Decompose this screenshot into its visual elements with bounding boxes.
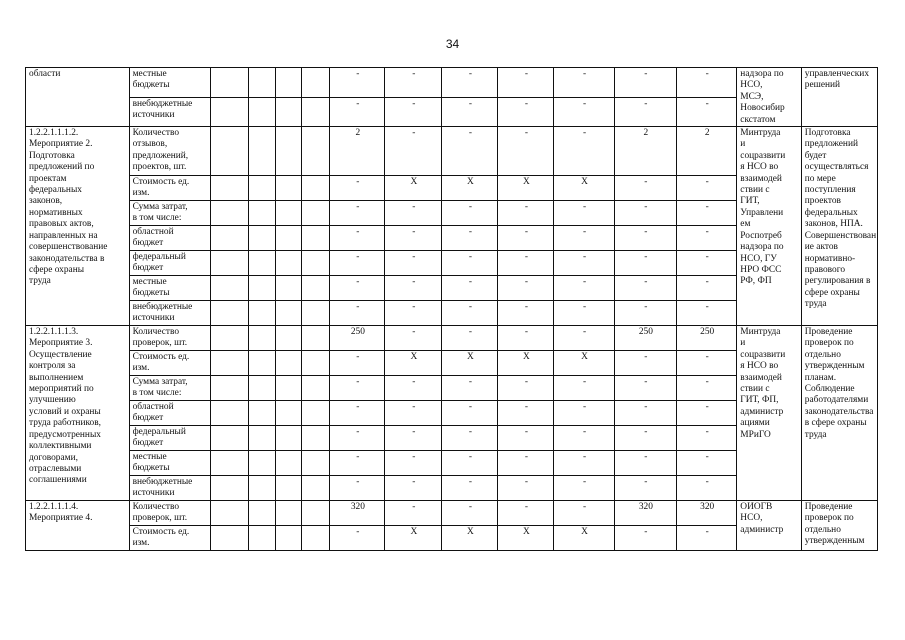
value-cell: - <box>677 426 737 451</box>
value-cell: - <box>677 176 737 201</box>
empty-cell <box>210 301 248 326</box>
indicator-cell: внебюджетные источники <box>129 301 210 326</box>
result-cell: Подготовка предложений будет осуществляться по мере поступления проектов федеральных законов, НПА. Совершенствован ие актов нормативно- правового регулирования в сфере охраны труда <box>801 127 877 326</box>
event-cell: 1.2.2.1.1.1.2. Мероприятие 2. Подготовка предложений по проектам федеральных законов, нормативных правовых актов, направленных на совершенствование законодательства в сфере охраны труда <box>26 127 130 326</box>
value-cell: - <box>554 251 614 276</box>
value-cell: - <box>554 226 614 251</box>
empty-cell <box>249 276 276 301</box>
empty-cell <box>301 251 330 276</box>
empty-cell <box>249 426 276 451</box>
value-cell: - <box>330 176 385 201</box>
value-cell: - <box>498 127 554 176</box>
indicator-cell: Сумма затрат, в том числе: <box>129 201 210 226</box>
value-cell: - <box>614 451 676 476</box>
value-cell: 250 <box>614 326 676 351</box>
value-cell: - <box>554 276 614 301</box>
empty-cell <box>301 401 330 426</box>
value-cell: - <box>677 301 737 326</box>
value-cell: - <box>677 526 737 551</box>
value-cell: - <box>330 276 385 301</box>
value-cell: - <box>385 97 442 127</box>
value-cell: - <box>677 351 737 376</box>
value-cell: - <box>498 97 554 127</box>
value-cell: - <box>498 401 554 426</box>
empty-cell <box>276 426 301 451</box>
value-cell: - <box>385 326 442 351</box>
value-cell: - <box>554 426 614 451</box>
empty-cell <box>301 451 330 476</box>
empty-cell <box>210 176 248 201</box>
value-cell: - <box>498 501 554 526</box>
empty-cell <box>276 351 301 376</box>
value-cell: - <box>442 68 498 98</box>
result-cell: управленческих решений <box>801 68 877 127</box>
value-cell: - <box>442 376 498 401</box>
value-cell: - <box>498 376 554 401</box>
value-cell: - <box>554 127 614 176</box>
empty-cell <box>210 226 248 251</box>
empty-cell <box>210 401 248 426</box>
table-row <box>26 501 878 526</box>
empty-cell <box>301 97 330 127</box>
indicator-cell: внебюджетные источники <box>129 97 210 127</box>
value-cell: - <box>385 376 442 401</box>
empty-cell <box>210 476 248 501</box>
empty-cell <box>276 127 301 176</box>
value-cell: X <box>385 351 442 376</box>
empty-cell <box>210 251 248 276</box>
value-cell: X <box>385 526 442 551</box>
value-cell: - <box>498 451 554 476</box>
value-cell: - <box>554 501 614 526</box>
value-cell: - <box>677 401 737 426</box>
value-cell: - <box>554 451 614 476</box>
empty-cell <box>301 301 330 326</box>
value-cell: - <box>330 376 385 401</box>
value-cell: 320 <box>677 501 737 526</box>
value-cell: - <box>385 401 442 426</box>
empty-cell <box>276 97 301 127</box>
executor-cell: ОИОГВ НСО, администр <box>737 501 801 551</box>
value-cell: - <box>442 226 498 251</box>
empty-cell <box>249 451 276 476</box>
value-cell: - <box>385 501 442 526</box>
value-cell: - <box>442 97 498 127</box>
value-cell: - <box>498 301 554 326</box>
value-cell: - <box>554 201 614 226</box>
indicator-cell: Стоимость ед. изм. <box>129 176 210 201</box>
indicator-cell: внебюджетные источники <box>129 476 210 501</box>
value-cell: - <box>554 476 614 501</box>
empty-cell <box>249 226 276 251</box>
table-row <box>26 326 878 351</box>
value-cell: - <box>614 351 676 376</box>
value-cell: - <box>330 301 385 326</box>
empty-cell <box>301 351 330 376</box>
empty-cell <box>249 526 276 551</box>
result-cell: Проведение проверок по отдельно утвержденным планам. Соблюдение работодателями законодательства в сфере охраны труда <box>801 326 877 501</box>
value-cell: - <box>677 68 737 98</box>
value-cell: - <box>614 226 676 251</box>
value-cell: - <box>677 97 737 127</box>
empty-cell <box>276 276 301 301</box>
value-cell: - <box>385 301 442 326</box>
value-cell: - <box>498 251 554 276</box>
value-cell: - <box>385 276 442 301</box>
empty-cell <box>301 326 330 351</box>
empty-cell <box>301 276 330 301</box>
empty-cell <box>249 476 276 501</box>
empty-cell <box>276 68 301 98</box>
empty-cell <box>210 276 248 301</box>
indicator-cell: Количество проверок, шт. <box>129 326 210 351</box>
value-cell: - <box>677 226 737 251</box>
table-row <box>26 68 878 98</box>
value-cell: - <box>498 276 554 301</box>
empty-cell <box>249 68 276 98</box>
value-cell: X <box>442 176 498 201</box>
empty-cell <box>301 426 330 451</box>
value-cell: - <box>614 401 676 426</box>
value-cell: - <box>442 426 498 451</box>
value-cell: - <box>498 226 554 251</box>
event-cell: 1.2.2.1.1.1.4. Мероприятие 4. <box>26 501 130 551</box>
empty-cell <box>301 201 330 226</box>
empty-cell <box>276 251 301 276</box>
value-cell: - <box>330 251 385 276</box>
executor-cell: Минтруда и соцразвити я НСО во взаимодей ствии с ГИТ, Управлени ем Роспотреб надзора по НСО, ГУ НРО ФСС РФ, ФП <box>737 127 801 326</box>
empty-cell <box>301 68 330 98</box>
value-cell: - <box>442 127 498 176</box>
value-cell: - <box>330 351 385 376</box>
value-cell: - <box>498 201 554 226</box>
empty-cell <box>210 97 248 127</box>
value-cell: - <box>677 476 737 501</box>
value-cell: - <box>554 401 614 426</box>
indicator-cell: Стоимость ед. изм. <box>129 351 210 376</box>
empty-cell <box>276 451 301 476</box>
indicator-cell: федеральный бюджет <box>129 426 210 451</box>
value-cell: - <box>385 201 442 226</box>
value-cell: 2 <box>677 127 737 176</box>
value-cell: - <box>442 476 498 501</box>
empty-cell <box>276 326 301 351</box>
value-cell: - <box>330 68 385 98</box>
value-cell: - <box>330 226 385 251</box>
empty-cell <box>276 176 301 201</box>
value-cell: 2 <box>614 127 676 176</box>
empty-cell <box>276 201 301 226</box>
value-cell: - <box>677 251 737 276</box>
indicator-cell: Количество отзывов, предложений, проектов, шт. <box>129 127 210 176</box>
value-cell: - <box>614 201 676 226</box>
value-cell: - <box>614 68 676 98</box>
value-cell: X <box>554 351 614 376</box>
value-cell: - <box>330 476 385 501</box>
value-cell: - <box>614 476 676 501</box>
value-cell: - <box>498 426 554 451</box>
value-cell: - <box>614 426 676 451</box>
value-cell: - <box>554 301 614 326</box>
value-cell: 2 <box>330 127 385 176</box>
value-cell: - <box>385 476 442 501</box>
empty-cell <box>249 401 276 426</box>
empty-cell <box>210 451 248 476</box>
empty-cell <box>210 326 248 351</box>
value-cell: - <box>442 451 498 476</box>
value-cell: 250 <box>330 326 385 351</box>
indicator-cell: местные бюджеты <box>129 276 210 301</box>
value-cell: X <box>385 176 442 201</box>
empty-cell <box>301 226 330 251</box>
value-cell: X <box>554 526 614 551</box>
value-cell: - <box>330 451 385 476</box>
executor-cell: Минтруда и соцразвити я НСО во взаимодей ствии с ГИТ, ФП, администр ациями МРиГО <box>737 326 801 501</box>
value-cell: - <box>330 526 385 551</box>
value-cell: - <box>385 127 442 176</box>
empty-cell <box>249 176 276 201</box>
value-cell: - <box>385 226 442 251</box>
value-cell: - <box>385 426 442 451</box>
indicator-cell: Сумма затрат, в том числе: <box>129 376 210 401</box>
empty-cell <box>210 501 248 526</box>
value-cell: - <box>677 276 737 301</box>
empty-cell <box>210 127 248 176</box>
value-cell: - <box>677 201 737 226</box>
empty-cell <box>276 401 301 426</box>
indicator-cell: местные бюджеты <box>129 68 210 98</box>
value-cell: - <box>554 326 614 351</box>
value-cell: - <box>442 276 498 301</box>
empty-cell <box>249 97 276 127</box>
empty-cell <box>276 476 301 501</box>
event-cell: области <box>26 68 130 127</box>
value-cell: 320 <box>330 501 385 526</box>
value-cell: X <box>498 351 554 376</box>
value-cell: X <box>498 176 554 201</box>
event-cell: 1.2.2.1.1.1.3. Мероприятие 3. Осуществление контроля за выполнением мероприятий по улучшению условий и охраны труда работников, предусмотренных коллективными договорами, отраслевыми соглашениями <box>26 326 130 501</box>
value-cell: - <box>554 68 614 98</box>
value-cell: - <box>677 451 737 476</box>
empty-cell <box>249 301 276 326</box>
value-cell: - <box>385 451 442 476</box>
executor-cell: надзора по НСО, МСЭ, Новосибир скстатом <box>737 68 801 127</box>
empty-cell <box>210 376 248 401</box>
value-cell: X <box>442 526 498 551</box>
value-cell: - <box>614 526 676 551</box>
program-table <box>25 67 878 551</box>
empty-cell <box>210 68 248 98</box>
empty-cell <box>276 301 301 326</box>
empty-cell <box>301 127 330 176</box>
value-cell: - <box>614 301 676 326</box>
value-cell: - <box>614 376 676 401</box>
empty-cell <box>210 351 248 376</box>
page-number: 34 <box>445 37 460 51</box>
result-cell: Проведение проверок по отдельно утвержденным <box>801 501 877 551</box>
value-cell: - <box>385 251 442 276</box>
value-cell: - <box>442 301 498 326</box>
empty-cell <box>210 201 248 226</box>
empty-cell <box>249 251 276 276</box>
value-cell: - <box>330 97 385 127</box>
value-cell: - <box>330 201 385 226</box>
value-cell: - <box>498 68 554 98</box>
value-cell: - <box>330 426 385 451</box>
value-cell: - <box>614 176 676 201</box>
value-cell: - <box>614 276 676 301</box>
value-cell: 320 <box>614 501 676 526</box>
value-cell: - <box>442 326 498 351</box>
value-cell: - <box>614 251 676 276</box>
indicator-cell: местные бюджеты <box>129 451 210 476</box>
table-row <box>26 127 878 176</box>
empty-cell <box>276 226 301 251</box>
empty-cell <box>249 501 276 526</box>
indicator-cell: Количество проверок, шт. <box>129 501 210 526</box>
value-cell: 250 <box>677 326 737 351</box>
value-cell: - <box>554 97 614 127</box>
indicator-cell: областной бюджет <box>129 226 210 251</box>
empty-cell <box>249 201 276 226</box>
empty-cell <box>276 501 301 526</box>
empty-cell <box>301 476 330 501</box>
empty-cell <box>301 501 330 526</box>
value-cell: - <box>442 501 498 526</box>
value-cell: - <box>498 326 554 351</box>
value-cell: - <box>330 401 385 426</box>
value-cell: - <box>442 251 498 276</box>
empty-cell <box>276 526 301 551</box>
empty-cell <box>249 127 276 176</box>
value-cell: X <box>498 526 554 551</box>
value-cell: - <box>442 401 498 426</box>
empty-cell <box>276 376 301 401</box>
value-cell: - <box>498 476 554 501</box>
value-cell: X <box>442 351 498 376</box>
value-cell: - <box>442 201 498 226</box>
empty-cell <box>301 376 330 401</box>
value-cell: X <box>554 176 614 201</box>
value-cell: - <box>677 376 737 401</box>
empty-cell <box>210 426 248 451</box>
value-cell: - <box>614 97 676 127</box>
empty-cell <box>249 376 276 401</box>
empty-cell <box>249 326 276 351</box>
value-cell: - <box>554 376 614 401</box>
empty-cell <box>249 351 276 376</box>
value-cell: - <box>385 68 442 98</box>
indicator-cell: областной бюджет <box>129 401 210 426</box>
empty-cell <box>301 526 330 551</box>
indicator-cell: Стоимость ед. изм. <box>129 526 210 551</box>
empty-cell <box>210 526 248 551</box>
empty-cell <box>301 176 330 201</box>
indicator-cell: федеральный бюджет <box>129 251 210 276</box>
